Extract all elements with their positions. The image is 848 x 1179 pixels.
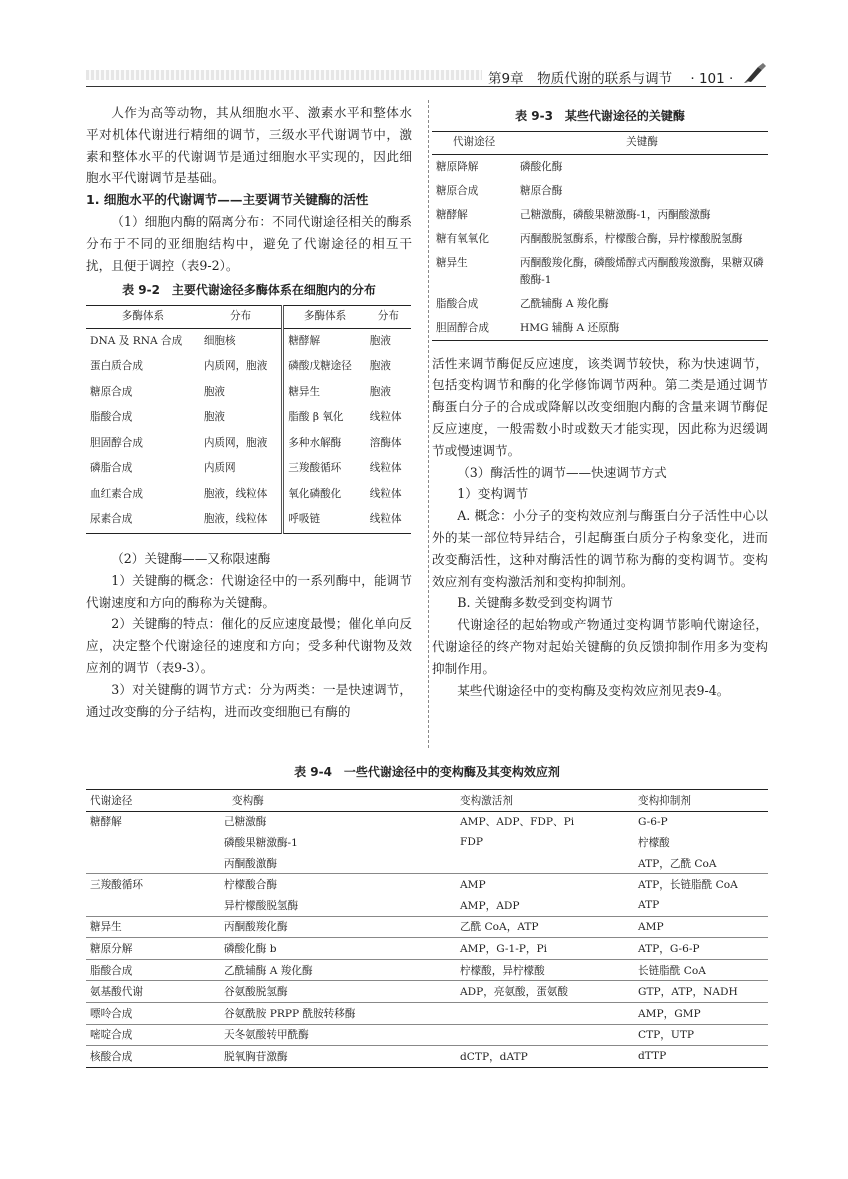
table-cell: dCTP，dATP (460, 1050, 528, 1063)
paragraph: 代谢途径的起始物或产物通过变构调节影响代谢途径，代谢途径的终产物对起始关键酶的负反馈抑制作用多为变构抑制作用。 (432, 617, 768, 676)
paragraph: 1）变构调节 (457, 486, 529, 502)
header-decoration-bar (86, 70, 482, 80)
table-row (86, 482, 411, 508)
table-row (86, 895, 768, 916)
table-cell: GTP，ATP，NADH (624, 981, 768, 1003)
table-cell (446, 1002, 624, 1024)
table-cell: 糖酵解 (90, 816, 122, 829)
table-cell: 谷氨酸脱氢酶 (214, 981, 446, 1003)
table-cell: 线粒体 (369, 513, 402, 526)
table-row (86, 456, 411, 482)
table-cell: 嘌呤合成 (86, 1002, 214, 1024)
table-cell: 氧化磷酸化 (283, 482, 366, 508)
table-cell: AMP (624, 916, 768, 938)
table-cell: AMP，GMP (624, 1002, 768, 1024)
table-header-row (86, 306, 411, 329)
table-row (86, 1002, 768, 1024)
column-header: 代谢途径 (432, 131, 516, 154)
table-cell: 丙酮酸羧化酶，磷酸烯醇式丙酮酸羧激酶，果糖双磷酸酶-1 (520, 256, 764, 286)
table-cell: 氨基酸代谢 (86, 981, 214, 1003)
table-9-4 (86, 789, 768, 1068)
table-cell: 糖异生 (283, 380, 366, 406)
table-cell: 磷酸果糖激酶-1 (224, 836, 298, 849)
paragraph: 3）对关键酶的调节方式：分为两类：一是快速调节，通过改变酶的分子结构，进而改变细胞已有酶的 (86, 681, 412, 719)
table-cell: 呼吸链 (283, 507, 366, 533)
column-header: 变构酶 (214, 790, 446, 812)
table-cell: 脂酸合成 (436, 297, 479, 310)
table-cell: 内质网，胞液 (203, 436, 268, 449)
table-cell: FDP (460, 836, 483, 849)
table-cell: 糖酵解 (436, 208, 468, 221)
table-cell: 乙酰 CoA，ATP (446, 916, 624, 938)
table-cell: 尿素合成 (90, 513, 133, 526)
table-cell: AMP、ADP、FDP、Pi (460, 816, 575, 829)
table-cell: ATP，乙酰 CoA (624, 853, 768, 874)
table-row (86, 431, 411, 457)
chapter-title: 第9章 物质代谢的联系与调节 (488, 71, 673, 87)
table-cell (86, 832, 214, 853)
table-cell (446, 853, 624, 874)
table-cell: DNA 及 RNA 合成 (90, 334, 183, 347)
page-number: · 101 · (690, 71, 734, 87)
table-cell: 天冬氨酸转甲酰酶 (214, 1024, 446, 1046)
table-cell: 线粒体 (369, 411, 402, 424)
column-header: 关键酶 (516, 131, 768, 154)
table-cell: 糖有氧氧化 (436, 232, 489, 245)
table-row (86, 874, 768, 895)
table-row (86, 354, 411, 380)
table-cell: 丙酮酸激酶 (214, 853, 446, 874)
table-row (86, 1024, 768, 1046)
table-cell: 丙酮酸脱氢酶系，柠檬酸合酶，异柠檬酸脱氢酶 (520, 232, 743, 245)
column-header: 代谢途径 (86, 790, 214, 812)
running-header (488, 67, 733, 87)
column-header: 多酶体系 (283, 306, 366, 329)
table-cell: AMP，G-1-P，Pi (446, 938, 624, 960)
table-caption: 表 9-2 主要代谢途径多酶体系在细胞内的分布 (122, 283, 376, 298)
table-cell: 三羧酸循环 (283, 456, 366, 482)
table-cell: CTP，UTP (624, 1024, 768, 1046)
table-9-2 (86, 305, 411, 534)
table-cell: 糖酵解 (283, 328, 366, 354)
paragraph: 某些代谢途径中的变构酶及变构效应剂见表9-4。 (457, 682, 730, 698)
table-cell: 己糖激酶 (224, 816, 267, 829)
table-cell: 线粒体 (369, 462, 402, 475)
table-cell: ADP，亮氨酸，蛋氨酸 (446, 981, 624, 1003)
table-cell: 丙酮酸羧化酶 (214, 916, 446, 938)
table-header-row (86, 790, 768, 812)
table-cell: HMG 辅酶 A 还原酶 (520, 321, 620, 334)
column-header: 分布 (200, 306, 283, 329)
table-row (86, 959, 768, 981)
table-cell: 溶酶体 (369, 436, 402, 449)
right-column (432, 102, 768, 701)
table-cell: 长链脂酰 CoA (624, 959, 768, 981)
table-cell: ATP (624, 895, 768, 916)
paragraph: （3）酶活性的调节——快速调节方式 (457, 464, 667, 480)
table-cell: 胆固醇合成 (90, 436, 143, 449)
table-row (86, 853, 768, 874)
table-cell: 糖原降解 (436, 160, 479, 173)
table-header-row (432, 131, 768, 154)
table-row (432, 154, 768, 179)
table-cell: dTTP (638, 1050, 667, 1063)
column-divider (428, 100, 429, 748)
table-cell: 核酸合成 (90, 1050, 133, 1063)
table-cell: 乙酰辅酶 A 羧化酶 (520, 297, 609, 310)
table-cell: 脂酸合成 (90, 411, 133, 424)
table-cell (86, 895, 214, 916)
paragraph: 2）关键酶的特点：催化的反应速度最慢；催化单向反应，决定整个代谢途径的速度和方向；受多种代谢物及效应剂的调节（表9-3）。 (86, 616, 412, 675)
table-row (432, 179, 768, 203)
table-cell: 嘧啶合成 (86, 1024, 214, 1046)
table-cell: 糖原合成 (90, 385, 133, 398)
table-cell: 胞液，线粒体 (203, 487, 268, 500)
table-row (86, 981, 768, 1003)
table-cell: 磷脂合成 (90, 462, 133, 475)
table-row (86, 328, 411, 354)
table-row (432, 292, 768, 316)
table-cell: 柠檬酸合酶 (224, 879, 277, 892)
table-cell: 胞液 (369, 334, 391, 347)
table-cell: 糖异生 (436, 256, 468, 269)
table-cell: 柠檬酸 (638, 836, 670, 849)
table-cell: 磷酸化酶 (520, 160, 563, 173)
table-caption: 表 9-3 某些代谢途径的关键酶 (515, 109, 685, 123)
table-cell: ATP，G-6-P (624, 938, 768, 960)
table-cell: 胞液，线粒体 (203, 513, 268, 526)
table-row (86, 1046, 768, 1068)
table-cell: 乙酰辅酶 A 羧化酶 (214, 959, 446, 981)
table-cell: 三羧酸循环 (90, 879, 143, 892)
table-cell: 胞液 (369, 360, 391, 373)
column-header: 变构激活剂 (446, 790, 624, 812)
table-row (86, 938, 768, 960)
table-cell (86, 853, 214, 874)
column-header: 多酶体系 (86, 306, 200, 329)
left-column (86, 102, 412, 722)
table-cell: ATP，长链脂酰 CoA (638, 879, 738, 892)
table-cell: 异柠檬酸脱氢酶 (214, 895, 446, 916)
table-cell: 线粒体 (369, 487, 402, 500)
table-cell: 糖原分解 (86, 938, 214, 960)
pen-icon (742, 62, 768, 84)
table-row (86, 380, 411, 406)
table-row (86, 811, 768, 832)
table-cell: 己糖激酶，磷酸果糖激酶-1，丙酮酸激酶 (520, 208, 711, 221)
table-row (86, 507, 411, 533)
paragraph: 1）关键酶的概念：代谢途径中的一系列酶中，能调节代谢速度和方向的酶称为关键酶。 (86, 572, 412, 610)
paragraph: 活性来调节酶促反应速度，该类调节较快，称为快速调节，包括变构调节和酶的化学修饰调节两种。第二类是通过调节酶蛋白分子的合成或降解以改变细胞内酶的含量来调节酶促反应速度，一般需数小时或数天才能实现，因此称为迟缓调节或慢速调节。 (432, 355, 768, 458)
table-cell: 糖原合成 (436, 184, 479, 197)
section-heading: 1. 细胞水平的代谢调节——主要调节关键酶的活性 (86, 192, 369, 208)
paragraph: B. 关键酶多数受到变构调节 (457, 595, 613, 611)
table-row (86, 916, 768, 938)
table-cell: 多种水解酶 (283, 431, 366, 457)
table-cell: 血红素合成 (90, 487, 143, 500)
paragraph: （2）关键酶——又称限速酶 (111, 550, 271, 566)
table-row (432, 203, 768, 227)
table-cell: AMP，ADP (446, 895, 624, 916)
table-cell: 蛋白质合成 (90, 360, 143, 373)
table-cell: 脂酸 β 氧化 (283, 405, 366, 431)
table-cell (446, 1024, 624, 1046)
table-row (432, 251, 768, 292)
table-row (432, 227, 768, 251)
table-cell: 胆固醇合成 (436, 321, 489, 334)
table-cell: G-6-P (638, 815, 668, 828)
table-caption: 表 9-4 一些代谢途径中的变构酶及其变构效应剂 (294, 765, 560, 779)
table-cell: 脱氧胸苷激酶 (224, 1050, 288, 1063)
table-cell: 内质网，胞液 (203, 360, 268, 373)
table-cell: 内质网 (203, 462, 236, 475)
table-row (432, 316, 768, 341)
table-cell: 脂酸合成 (86, 959, 214, 981)
table-row (86, 832, 768, 853)
table-cell: 糖原合酶 (520, 184, 563, 197)
column-header: 变构抑制剂 (624, 790, 768, 812)
table-cell: 磷酸戊糖途径 (283, 354, 366, 380)
paragraph: 人作为高等动物，其从细胞水平、激素水平和整体水平对机体代谢进行精细的调节，三级水平代谢调节中，激素和整体水平的代谢调节是通过细胞水平实现的，因此细胞水平代谢调节是基础。 (86, 105, 412, 186)
table-cell: AMP (460, 878, 486, 891)
table-row (86, 405, 411, 431)
table-9-3 (432, 131, 768, 341)
header-rule (86, 86, 766, 87)
table-cell: 柠檬酸，异柠檬酸 (446, 959, 624, 981)
table-cell: 糖异生 (86, 916, 214, 938)
paragraph: （1）细胞内酶的隔离分布：不同代谢途径相关的酶系分布于不同的亚细胞结构中，避免了代谢途径的相互干扰，且便于调控（表9-2）。 (86, 213, 412, 273)
table-cell: 细胞核 (203, 334, 236, 347)
table-cell: 胞液 (203, 385, 225, 398)
table-cell: 谷氨酰胺 PRPP 酰胺转移酶 (214, 1002, 446, 1024)
paragraph: A. 概念：小分子的变构效应剂与酶蛋白分子活性中心以外的某一部位特异结合，引起酶蛋白质分子构象变化，进而改变酶活性，这种对酶活性的调节称为酶的变构调节。变构效应剂有变构激活剂和变构抑制剂。 (432, 508, 768, 589)
table-cell: 胞液 (203, 411, 225, 424)
table-cell: 磷酸化酶 b (214, 938, 446, 960)
column-header: 分布 (366, 306, 411, 329)
table-cell: 胞液 (369, 385, 391, 398)
